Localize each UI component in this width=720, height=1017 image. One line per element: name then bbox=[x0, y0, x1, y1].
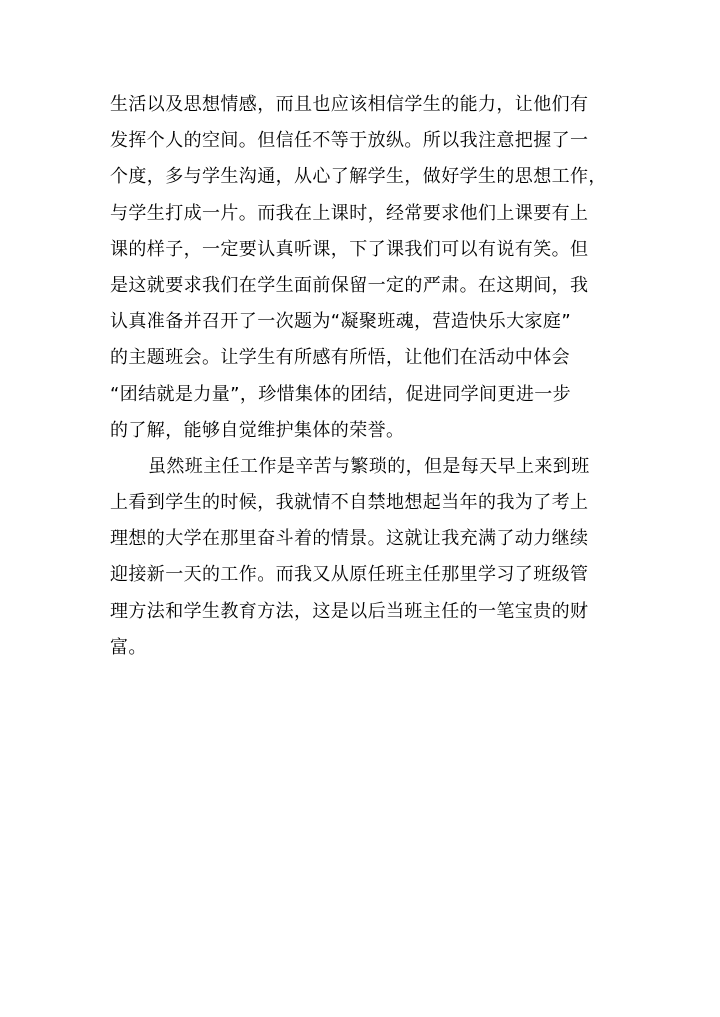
text-line: 个度，多与学生沟通，从心了解学生，做好学生的思想工作， bbox=[110, 166, 607, 188]
text-line: 上看到学生的时候，我就情不自禁地想起当年的我为了考上 bbox=[110, 492, 589, 514]
text-line: “团结就是力量”，珍惜集体的团结，促进同学间更进一步 bbox=[110, 383, 572, 405]
text-line: 理方法和学生教育方法，这是以后当班主任的一笔宝贵的财 bbox=[110, 600, 589, 622]
text-line: 发挥个人的空间。但信任不等于放纵。所以我注意把握了一 bbox=[110, 130, 589, 152]
text-line: 是这就要求我们在学生面前保留一定的严肃。在这期间，我 bbox=[110, 274, 589, 296]
paragraph-2 bbox=[110, 449, 615, 666]
text-line: 与学生打成一片。而我在上课时，经常要求他们上课要有上 bbox=[110, 202, 589, 224]
text-line: 认真准备并召开了一次题为“凝聚班魂，营造快乐大家庭” bbox=[110, 311, 572, 333]
text-line: 的了解，能够自觉维护集体的荣誉。 bbox=[110, 419, 405, 441]
paragraph-1 bbox=[110, 87, 615, 449]
text-line: 理想的大学在那里奋斗着的情景。这就让我充满了动力继续 bbox=[110, 528, 589, 550]
text-line: 富。 bbox=[110, 636, 147, 658]
text-line: 迎接新一天的工作。而我又从原任班主任那里学习了班级管 bbox=[110, 564, 589, 586]
body-text bbox=[110, 87, 615, 666]
text-line: 生活以及思想情感，而且也应该相信学生的能力，让他们有 bbox=[110, 94, 589, 115]
text-line: 的主题班会。让学生有所感有所悟，让他们在活动中体会 bbox=[110, 347, 570, 369]
text-line: 虽然班主任工作是辛苦与繁琐的，但是每天早上来到班 bbox=[148, 455, 590, 477]
text-line: 课的样子，一定要认真听课，下了课我们可以有说有笑。但 bbox=[110, 238, 589, 260]
